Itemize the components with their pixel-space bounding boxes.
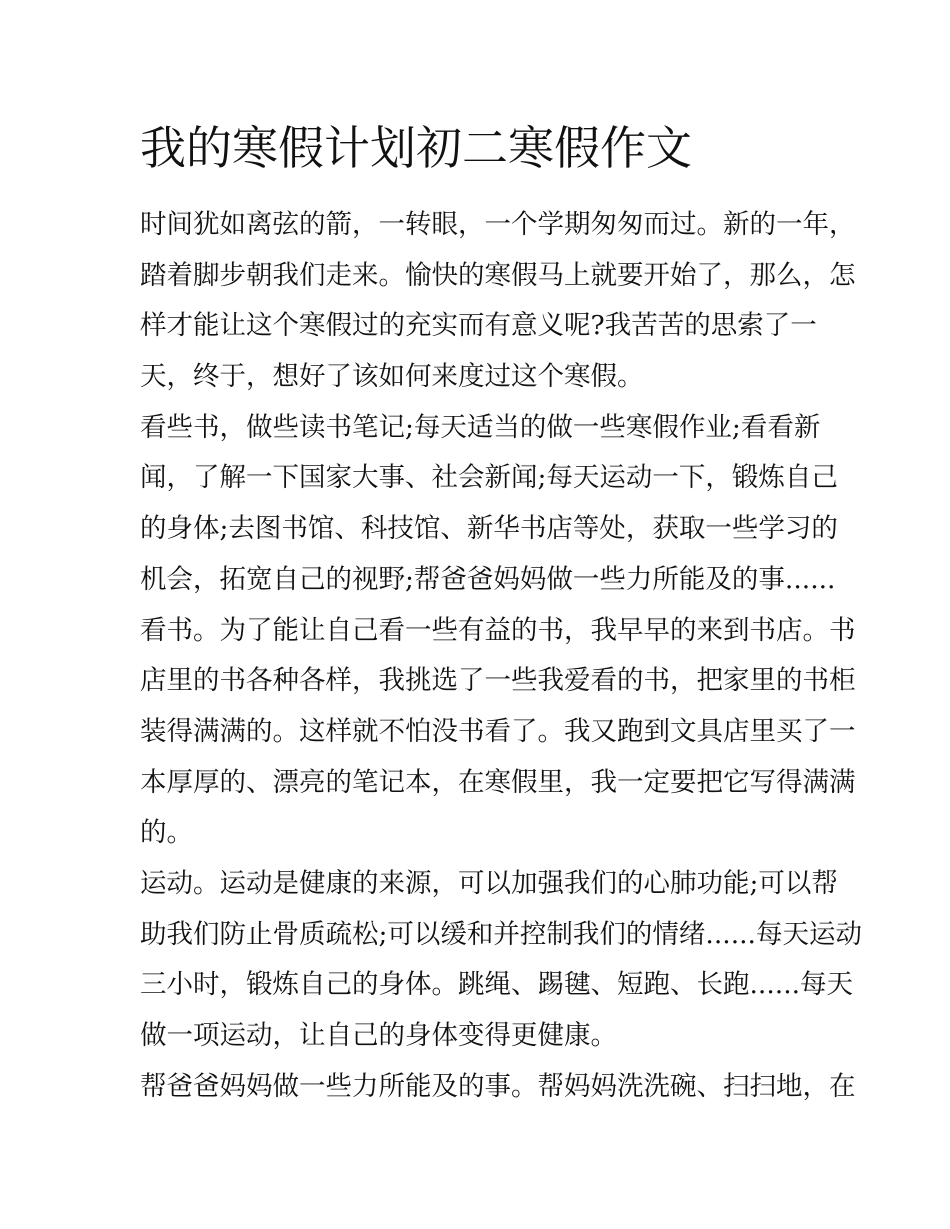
text-line: 三小时，锻炼自己的身体。跳绳、踢毽、短跑、长跑......每天 [140, 969, 854, 1001]
text-line: 装得满满的。这样就不怕没书看了。我又跑到文具店里买了一 [140, 715, 856, 747]
text-line: 助我们防止骨质疏松;可以缓和并控制我们的情绪......每天运动 [140, 918, 862, 950]
text-line: 闻，了解一下国家大事、社会新闻;每天运动一下，锻炼自己 [140, 462, 838, 494]
text-line: 帮爸爸妈妈做一些力所能及的事。帮妈妈洗洗碗、扫扫地，在 [140, 1070, 856, 1102]
text-line: 看些书，做些读书笔记;每天适当的做一些寒假作业;看看新 [140, 411, 821, 443]
text-line: 天，终于，想好了该如何来度过这个寒假。 [140, 361, 644, 393]
document-body [140, 200, 862, 1112]
text-line: 本厚厚的、漂亮的笔记本，在寒假里，我一定要把它写得满满 [140, 766, 856, 798]
text-line: 店里的书各种各样，我挑选了一些我爱看的书，把家里的书柜 [140, 665, 856, 697]
text-line: 样才能让这个寒假过的充实而有意义呢?我苦苦的思索了一 [140, 310, 817, 342]
text-line: 踏着脚步朝我们走来。愉快的寒假马上就要开始了，那么，怎 [140, 259, 856, 291]
text-line: 做一项运动，让自己的身体变得更健康。 [140, 1020, 617, 1051]
text-line: 看书。为了能让自己看一些有益的书，我早早的来到书店。书 [140, 614, 856, 646]
text-line: 的。 [140, 817, 193, 849]
text-line: 运动。运动是健康的来源，可以加强我们的心肺功能;可以帮 [140, 867, 838, 899]
document-title: 我的寒假计划初二寒假作文 [140, 121, 692, 175]
text-line: 机会，拓宽自己的视野;帮爸爸妈妈做一些力所能及的事...... [140, 563, 836, 595]
text-line: 的身体;去图书馆、科技馆、新华书店等处，获取一些学习的 [140, 513, 838, 545]
text-line: 时间犹如离弦的箭，一转眼，一个学期匆匆而过。新的一年， [140, 209, 856, 240]
